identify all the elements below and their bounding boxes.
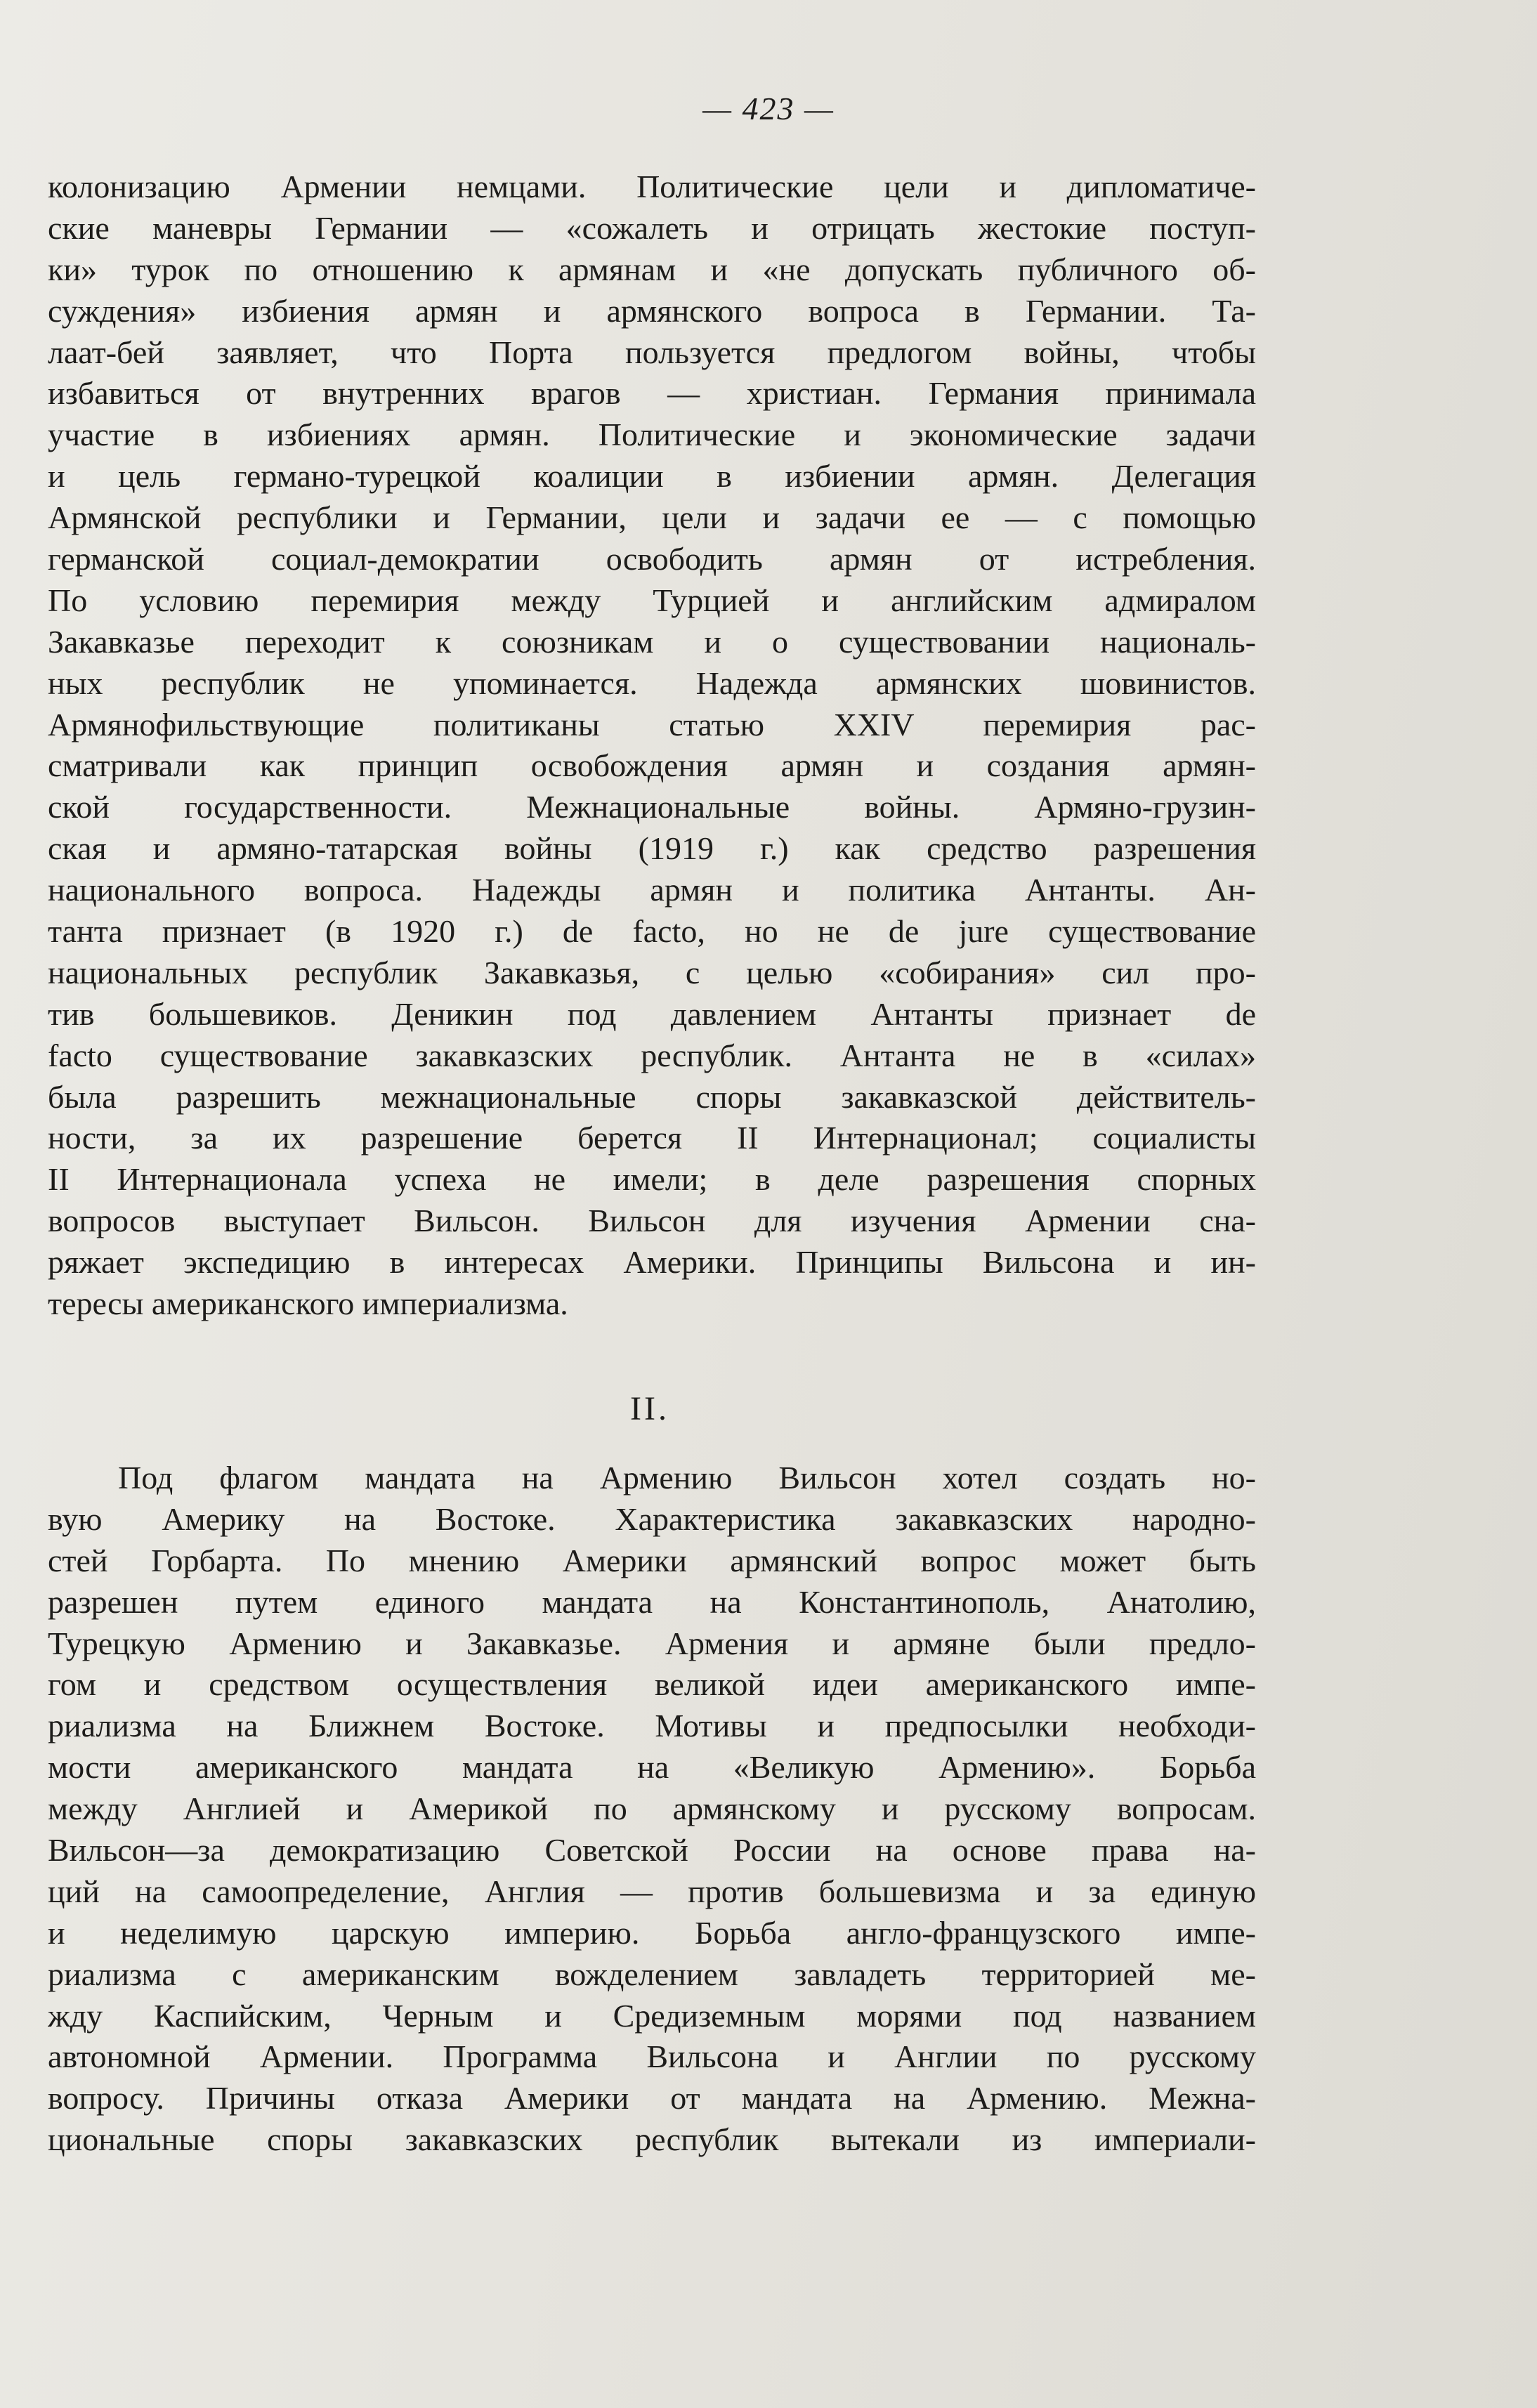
text-line: II Интернационала успеха не имели; в деле разрешения спорных xyxy=(48,1161,1256,1198)
text-line: ций на самоопределение, Англия — против большевизма и за единую xyxy=(48,1873,1256,1909)
text-line: участие в избиениях армян. Политические и экономические задачи xyxy=(48,417,1256,453)
text-line: тив большевиков. Деникин под давлением Антанты признает de xyxy=(48,995,1256,1032)
text-line: и неделимую царскую империю. Борьба англо-французского импе- xyxy=(48,1914,1256,1951)
text-line: лаат-бей заявляет, что Порта пользуется предлогом войны, чтобы xyxy=(48,334,1256,370)
text-line: ряжает экспедицию в интересах Америки. Принципы Вильсона и ин- xyxy=(48,1244,1256,1281)
text-line: Закавказье переходит к союзникам и о существовании националь- xyxy=(48,623,1256,660)
text-line: ки» турок по отношению к армянам и «не допускать публичного об- xyxy=(48,251,1256,287)
text-line: жду Каспийским, Черным и Средиземным морями под названием xyxy=(48,1997,1256,2034)
text-line: ская и армяно-татарская войны (1919 г.) как средство разрешения xyxy=(48,830,1256,867)
text-line: автономной Армении. Программа Вильсона и Англии по русскому xyxy=(48,2039,1256,2075)
text-line: По условию перемирия между Турцией и английским адмиралом xyxy=(48,582,1256,618)
text-line: вопросов выступает Вильсон. Вильсон для изучения Армении сна- xyxy=(48,1203,1256,1239)
text-line: Армянской республики и Германии, цели и задачи ее — с помощью xyxy=(48,499,1256,536)
text-line: и цель германо-турецкой коалиции в избиении армян. Делегация xyxy=(48,458,1256,495)
section-heading: II. xyxy=(630,1390,669,1427)
text-line: вую Америку на Востоке. Характеристика закавказских народно- xyxy=(48,1500,1256,1537)
text-line: facto существование закавказских республик. Антанта не в «силах» xyxy=(48,1037,1256,1073)
text-line: национальных республик Закавказья, с целью «собирания» сил про- xyxy=(48,954,1256,990)
text-line: гом и средством осуществления великой идеи американского импе- xyxy=(48,1666,1256,1703)
text-line: национального вопроса. Надежды армян и политика Антанты. Ан- xyxy=(48,872,1256,908)
text-line: Вильсон—за демократизацию Советской России на основе права на- xyxy=(48,1832,1256,1869)
text-line: циональные споры закавказских республик вытекали из империали- xyxy=(48,2121,1256,2158)
text-line: разрешен путем единого мандата на Константинополь, Анатолию, xyxy=(48,1583,1256,1620)
text-line: мости американского мандата на «Великую Армению». Борьба xyxy=(48,1749,1256,1786)
paragraph-2 xyxy=(48,1458,1256,2161)
text-line: избавиться от внутренних врагов — христиан. Германия принимала xyxy=(48,375,1256,412)
text-line: ской государственности. Межнациональные войны. Армяно-грузин- xyxy=(48,789,1256,825)
text-line: стей Горбарта. По мнению Америки армянский вопрос может быть xyxy=(48,1542,1256,1578)
text-line: ных республик не упоминается. Надежда армянских шовинистов. xyxy=(48,665,1256,701)
text-line: была разрешить межнациональные споры закавказской действитель- xyxy=(48,1078,1256,1115)
text-line: тересы американского империализма. xyxy=(48,1285,568,1322)
text-line: ские маневры Германии — «сожалеть и отрицать жестокие поступ- xyxy=(48,209,1256,246)
text-line: танта признает (в 1920 г.) de facto, но не de jure существование xyxy=(48,913,1256,950)
paragraph-1 xyxy=(48,166,1256,1325)
text-line: риализма на Ближнем Востоке. Мотивы и предпосылки необходи- xyxy=(48,1708,1256,1744)
text-line: между Англией и Америкой по армянскому и русскому вопросам. xyxy=(48,1791,1256,1827)
text-line: Армянофильствующие политиканы статью XXIV перемирия рас- xyxy=(48,706,1256,742)
text-line: Под флагом мандата на Армению Вильсон хотел создать но- xyxy=(118,1460,1256,1496)
text-line: вопросу. Причины отказа Америки от мандата на Армению. Межна- xyxy=(48,2080,1256,2116)
text-line: суждения» избиения армян и армянского вопроса в Германии. Та- xyxy=(48,292,1256,329)
text-line: германской социал-демократии освободить армян от истребления. xyxy=(48,541,1256,577)
text-line: Турецкую Армению и Закавказье. Армения и армяне были предло- xyxy=(48,1625,1256,1661)
page-number: — 423 — xyxy=(702,91,835,126)
text-line: сматривали как принцип освобождения армян и создания армян- xyxy=(48,747,1256,784)
text-line: ности, за их разрешение берется II Интернационал; социалисты xyxy=(48,1120,1256,1156)
text-line: колонизацию Армении немцами. Политические цели и дипломатиче- xyxy=(48,169,1256,204)
text-line: риализма с американским вожделением завладеть территорией ме- xyxy=(48,1956,1256,1992)
